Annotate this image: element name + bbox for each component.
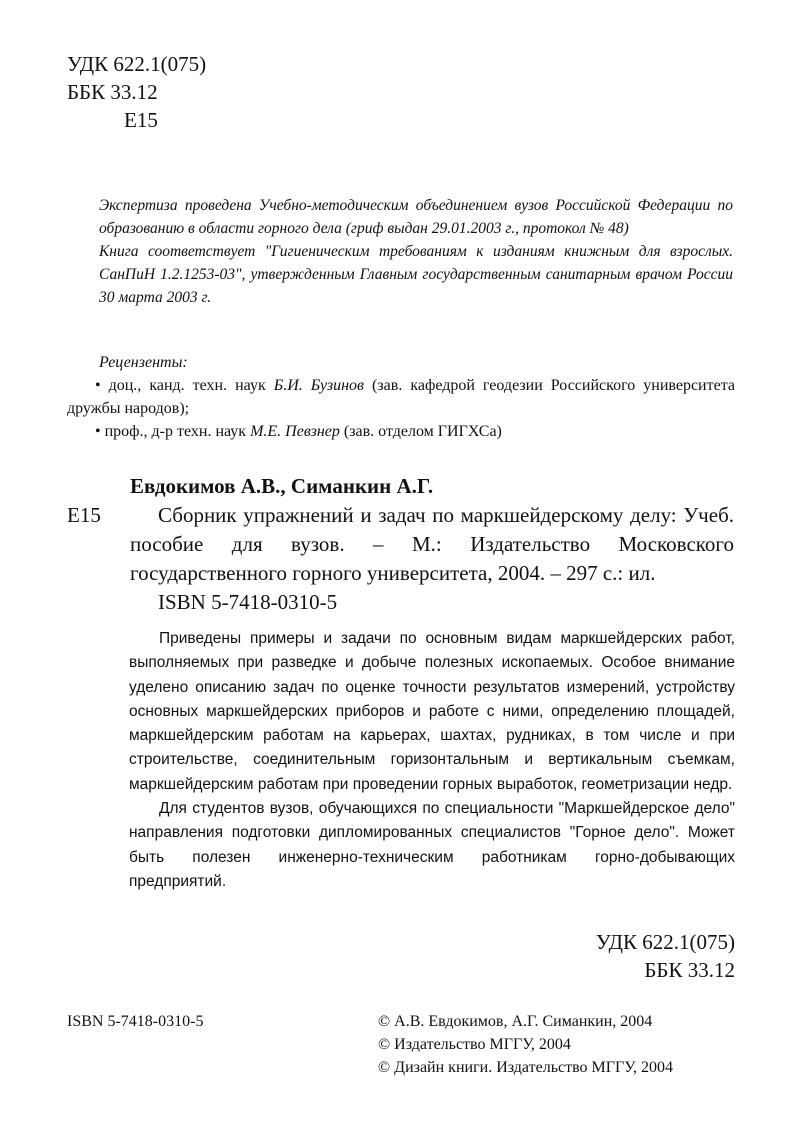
- copyright-line: © Дизайн книги. Издательство МГГУ, 2004: [378, 1059, 673, 1076]
- isbn-bottom: ISBN 5-7418-0310-5: [67, 1013, 204, 1030]
- udk-code: УДК 622.1(075): [67, 52, 207, 76]
- abstract: [129, 627, 735, 894]
- authors-heading: Евдокимов А.В., Симанкин А.Г.: [130, 474, 434, 498]
- copyright-block: [378, 1010, 673, 1079]
- reviewer-name: М.Е. Певзнер: [250, 423, 340, 440]
- udk-code: УДК 622.1(075): [595, 930, 735, 954]
- copyright-line: © Издательство МГГУ, 2004: [378, 1036, 571, 1053]
- reviewers-title: Рецензенты:: [99, 354, 188, 371]
- reviewer-affiliation: (зав. кафедрой геодезии Российского университета дружбы народов);: [67, 377, 736, 417]
- reviewer-name: Б.И. Бузинов: [273, 377, 365, 394]
- bibliographic-text: Сборник упражнений и задач по маркшейдерскому делу: Учеб. пособие для вузов. – М.: Издательство Московского государственного горного университета, 2004. – 297 с.: ил.: [130, 503, 734, 585]
- reviewer-position: • проф., д-р техн. наук: [95, 423, 251, 440]
- hygiene-paragraph: Книга соответствует "Гигиеническим требованиям к изданиям книжным для взрослых. СанПиН 1.2.1253-03", утвержденным Главным государственным санитарным врачом России 30 марта 2003 г.: [99, 243, 733, 306]
- udk-block-top: [67, 50, 206, 134]
- bbk-code: ББК 33.12: [67, 80, 158, 104]
- reviewers-block: [67, 351, 735, 443]
- author-mark-left: Е15: [67, 503, 101, 527]
- abstract-paragraph: Для студентов вузов, обучающихся по специальности "Маркшейдерское дело" направления подготовки дипломированных специалистов "Горное дело". Может быть полезен инженерно-техническим работникам горно-добывающих предприятий.: [129, 800, 735, 890]
- copyright-line: © А.В. Евдокимов, А.Г. Симанкин, 2004: [378, 1013, 653, 1030]
- expertise-paragraph: Экспертиза проведена Учебно-методическим объединением вузов Российской Федерации по образованию в области горного дела (гриф выдан 29.01.2003 г., протокол № 48): [99, 197, 733, 237]
- abstract-paragraph: Приведены примеры и задачи по основным видам маркшейдерских работ, выполняемых при разведке и добыче полезных ископаемых. Особое внимание уделено описанию задач по оценке точности результатов измерений, устройству основных маркшейдерских приборов и работе с ними, определению площадей, маркшейдерским работам на карьерах, шахтах, рудниках, в том числе и при строительстве, соединительным горизонтальным и вертикальным съемкам, маркшейдерским работам при проведении горных выработок, геометризации недр.: [129, 630, 735, 793]
- author-mark: Е15: [124, 108, 158, 132]
- expertise-note: [99, 194, 733, 309]
- isbn-line: ISBN 5-7418-0310-5: [158, 590, 338, 614]
- reviewer-item: [67, 374, 735, 420]
- reviewer-affiliation: (зав. отделом ГИГХСа): [339, 423, 502, 440]
- reviewer-position: • доц., канд. техн. наук: [95, 377, 274, 394]
- udk-block-bottom: [596, 928, 735, 984]
- reviewer-item: [67, 420, 735, 443]
- bbk-code: ББК 33.12: [644, 958, 735, 982]
- bibliographic-description: [130, 501, 734, 617]
